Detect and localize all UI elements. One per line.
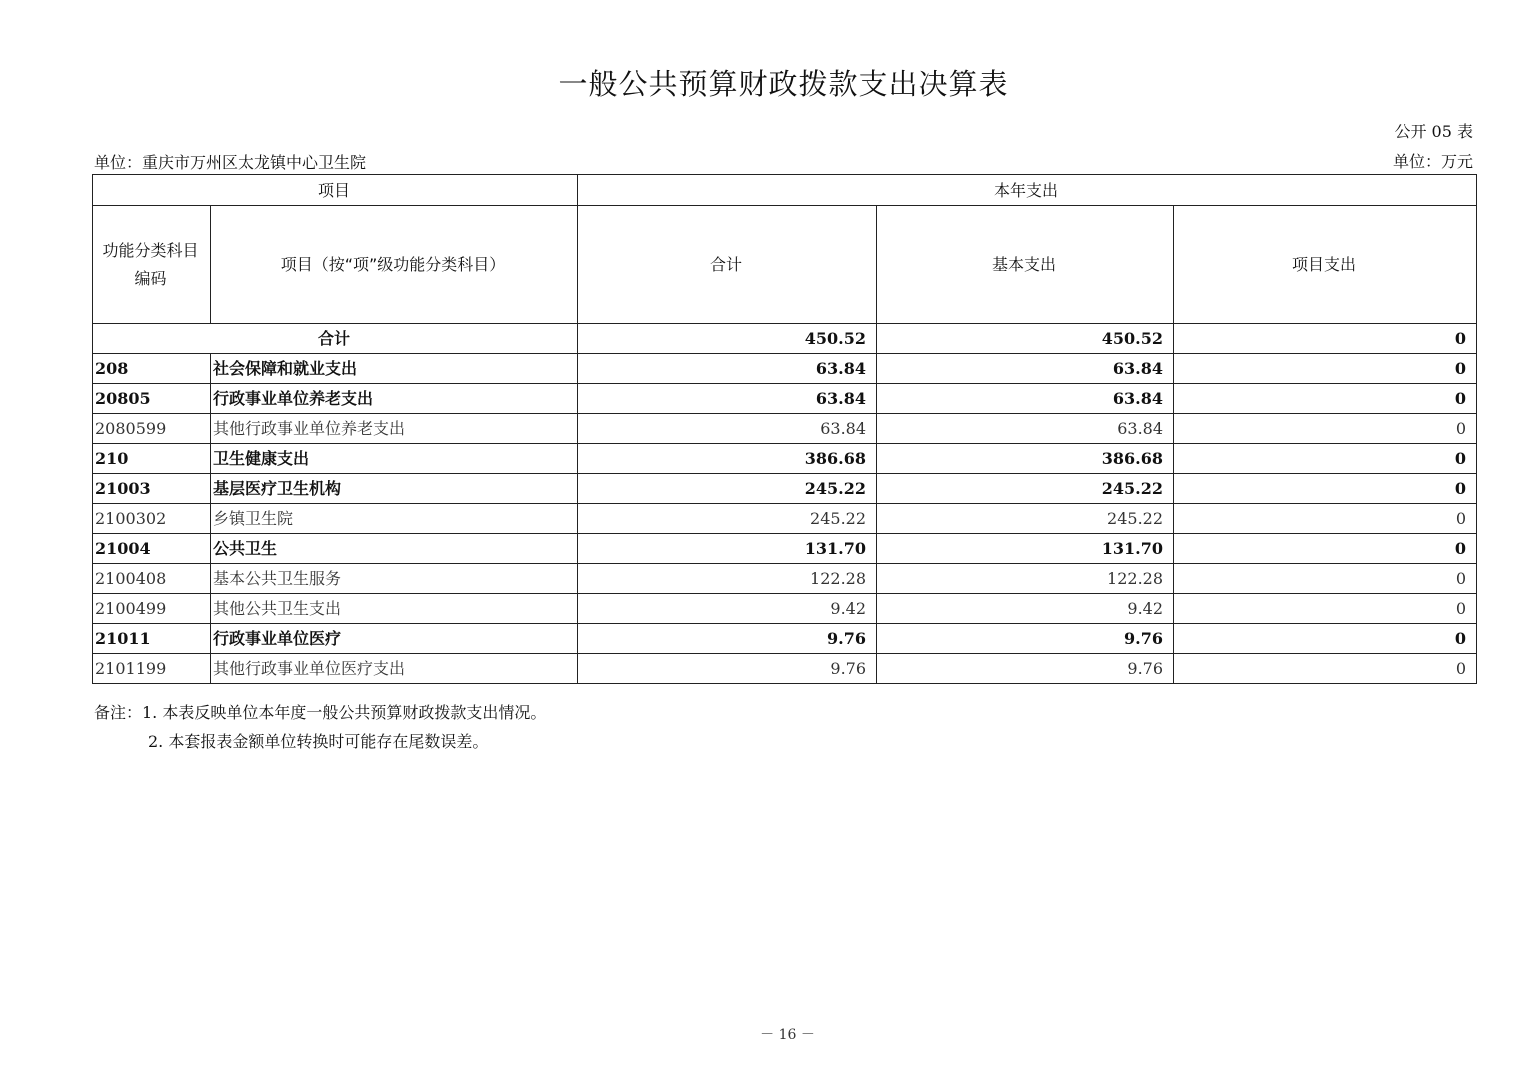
note-line-2: 2. 本套报表金额单位转换时可能存在尾数误差。 <box>148 732 489 751</box>
row-total: 122.28 <box>578 564 877 594</box>
form-code: 公开 05 表 <box>1394 122 1473 141</box>
notes <box>94 698 546 756</box>
row-name: 行政事业单位医疗 <box>211 624 578 654</box>
row-code: 2100499 <box>93 594 211 624</box>
total-label: 合计 <box>93 324 578 354</box>
row-code: 21003 <box>93 474 211 504</box>
table-row <box>93 384 1477 414</box>
row-name: 基层医疗卫生机构 <box>211 474 578 504</box>
row-total: 386.68 <box>578 444 877 474</box>
row-code: 20805 <box>93 384 211 414</box>
currency-unit: 单位：万元 <box>1392 152 1473 171</box>
row-basic: 122.28 <box>877 564 1174 594</box>
row-name: 基本公共卫生服务 <box>211 564 578 594</box>
table-row <box>93 534 1477 564</box>
row-basic: 245.22 <box>877 474 1174 504</box>
row-code: 2080599 <box>93 414 211 444</box>
header-basic-column: 基本支出 <box>877 206 1174 324</box>
header-project-column: 项目支出 <box>1174 206 1477 324</box>
page-title: 一般公共预算财政拨款支出决算表 <box>558 67 1009 101</box>
row-name: 其他行政事业单位医疗支出 <box>211 654 578 684</box>
row-code: 210 <box>93 444 211 474</box>
row-code: 21004 <box>93 534 211 564</box>
row-basic: 63.84 <box>877 384 1174 414</box>
row-project: 0 <box>1174 624 1477 654</box>
row-project: 0 <box>1174 594 1477 624</box>
row-total: 245.22 <box>578 474 877 504</box>
header-row-group <box>93 175 1477 206</box>
row-basic: 9.76 <box>877 624 1174 654</box>
total-row <box>93 324 1477 354</box>
row-project: 0 <box>1174 414 1477 444</box>
row-total: 245.22 <box>578 504 877 534</box>
row-code: 21011 <box>93 624 211 654</box>
row-project: 0 <box>1174 474 1477 504</box>
row-code: 208 <box>93 354 211 384</box>
row-total: 131.70 <box>578 534 877 564</box>
row-name: 行政事业单位养老支出 <box>211 384 578 414</box>
row-basic: 131.70 <box>877 534 1174 564</box>
table-row <box>93 354 1477 384</box>
row-total: 9.42 <box>578 594 877 624</box>
row-name: 其他公共卫生支出 <box>211 594 578 624</box>
table-row <box>93 624 1477 654</box>
header-code-column: 功能分类科目编码 <box>93 206 211 324</box>
table-row <box>93 564 1477 594</box>
row-basic: 9.42 <box>877 594 1174 624</box>
row-basic: 245.22 <box>877 504 1174 534</box>
header-total-column: 合计 <box>578 206 877 324</box>
header-name-column: 项目（按“项”级功能分类科目） <box>211 206 578 324</box>
header-project-group: 项目 <box>93 175 578 206</box>
row-total: 63.84 <box>578 354 877 384</box>
table-row <box>93 474 1477 504</box>
page-number: － 16 － <box>760 1027 815 1043</box>
row-code: 2101199 <box>93 654 211 684</box>
row-total: 9.76 <box>578 654 877 684</box>
row-project: 0 <box>1174 504 1477 534</box>
row-basic: 386.68 <box>877 444 1174 474</box>
table-row <box>93 504 1477 534</box>
row-total: 9.76 <box>578 624 877 654</box>
table-row <box>93 444 1477 474</box>
total-amount: 450.52 <box>578 324 877 354</box>
row-total: 63.84 <box>578 414 877 444</box>
row-project: 0 <box>1174 564 1477 594</box>
table-row <box>93 594 1477 624</box>
expenditure-table <box>92 174 1477 684</box>
row-code: 2100408 <box>93 564 211 594</box>
row-basic: 9.76 <box>877 654 1174 684</box>
header-row-columns <box>93 206 1477 324</box>
organization-unit: 单位：重庆市万州区太龙镇中心卫生院 <box>94 153 367 172</box>
note-line-1: 备注：1. 本表反映单位本年度一般公共预算财政拨款支出情况。 <box>94 703 547 722</box>
row-name: 乡镇卫生院 <box>211 504 578 534</box>
row-name: 其他行政事业单位养老支出 <box>211 414 578 444</box>
table-row <box>93 654 1477 684</box>
row-project: 0 <box>1174 354 1477 384</box>
row-name: 公共卫生 <box>211 534 578 564</box>
header-year-expense-group: 本年支出 <box>578 175 1477 206</box>
row-project: 0 <box>1174 384 1477 414</box>
total-project: 0 <box>1174 324 1477 354</box>
total-basic: 450.52 <box>877 324 1174 354</box>
row-code: 2100302 <box>93 504 211 534</box>
row-name: 卫生健康支出 <box>211 444 578 474</box>
row-basic: 63.84 <box>877 354 1174 384</box>
row-project: 0 <box>1174 444 1477 474</box>
table-row <box>93 414 1477 444</box>
row-total: 63.84 <box>578 384 877 414</box>
row-project: 0 <box>1174 534 1477 564</box>
row-project: 0 <box>1174 654 1477 684</box>
row-basic: 63.84 <box>877 414 1174 444</box>
row-name: 社会保障和就业支出 <box>211 354 578 384</box>
